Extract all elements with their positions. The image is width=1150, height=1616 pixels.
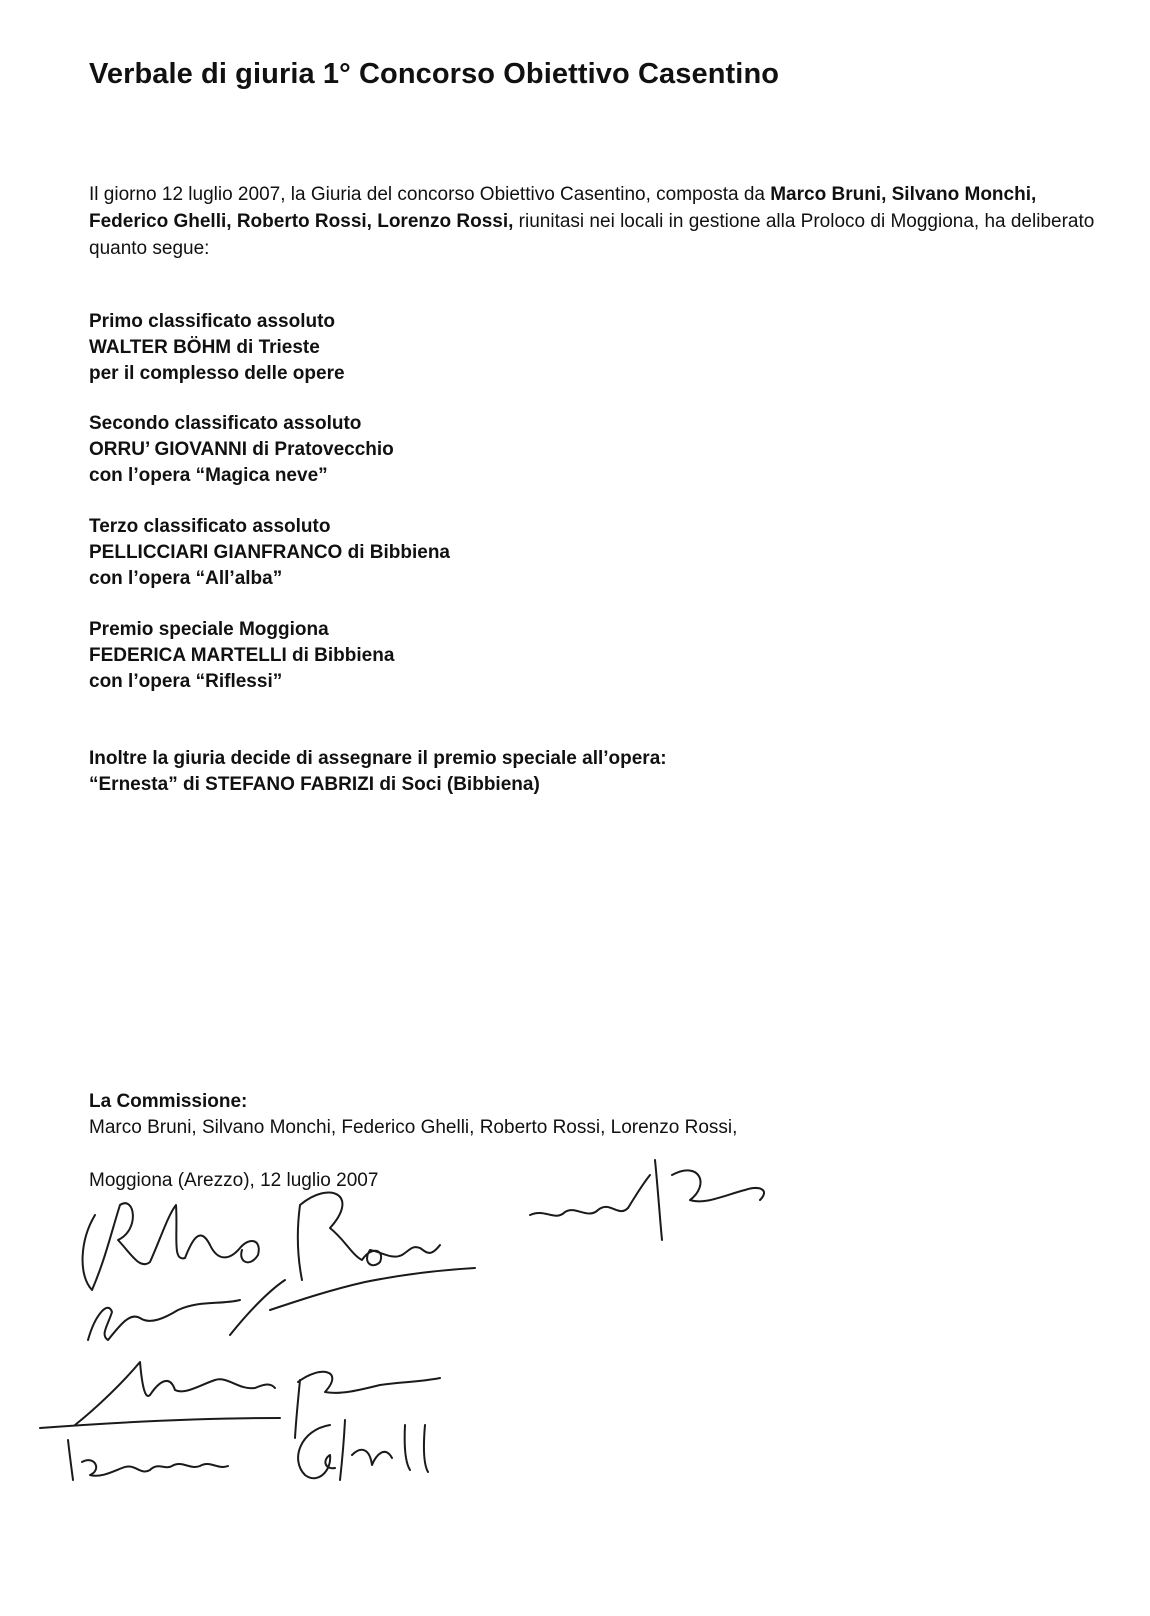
- award-work: con l’opera “Magica neve”: [89, 465, 328, 486]
- intro-text-start: Il giorno 12 luglio 2007, la Giuria del concorso Obiettivo Casentino, composta da: [89, 184, 771, 205]
- award-special-moggiona: [89, 617, 394, 695]
- award-third-place: [89, 514, 450, 592]
- award-title: Secondo classificato assoluto: [89, 413, 362, 434]
- award-title: Terzo classificato assoluto: [89, 516, 331, 537]
- jury-names: Marco Bruni, Silvano Monchi, Federico Ghelli, Roberto Rossi, Lorenzo Rossi,: [89, 184, 1037, 232]
- award-winner: PELLICCIARI GIANFRANCO di Bibbiena: [89, 542, 450, 563]
- special-mention-work: “Ernesta” di STEFANO FABRIZI di Soci (Bibbiena): [89, 774, 540, 795]
- signature-silvano-monchi: [88, 1268, 475, 1340]
- award-winner: ORRU’ GIOVANNI di Pratovecchio: [89, 439, 394, 460]
- award-second-place: [89, 411, 394, 489]
- award-first-place: [89, 309, 345, 387]
- intro-paragraph: [89, 181, 1099, 262]
- award-title: Premio speciale Moggiona: [89, 619, 329, 640]
- award-title: Primo classificato assoluto: [89, 311, 336, 332]
- signature-lorenzo-rossi: [530, 1160, 764, 1240]
- award-work: con l’opera “All’alba”: [89, 568, 283, 589]
- commission-heading: La Commissione:: [89, 1091, 248, 1112]
- award-winner: FEDERICA MARTELLI di Bibbiena: [89, 645, 395, 666]
- signature-roberto-rossi: [83, 1193, 440, 1290]
- signature-federico-ghelli: [40, 1418, 428, 1480]
- document-title: Verbale di giuria 1° Concorso Obiettivo Casentino: [89, 58, 780, 90]
- intro-text-end: riunitasi nei locali in gestione alla Proloco di Moggiona, ha deliberato quanto segue:: [89, 211, 1095, 259]
- special-mention: [89, 746, 667, 798]
- signature-marco-bruni: [75, 1362, 440, 1438]
- award-work: per il complesso delle opere: [89, 363, 345, 384]
- award-work: con l’opera “Riflessi”: [89, 671, 283, 692]
- place-date: Moggiona (Arezzo), 12 luglio 2007: [89, 1170, 379, 1191]
- commission-members: Marco Bruni, Silvano Monchi, Federico Ghelli, Roberto Rossi, Lorenzo Rossi,: [89, 1117, 738, 1138]
- special-mention-text: Inoltre la giuria decide di assegnare il premio speciale all’opera:: [89, 748, 667, 769]
- award-winner: WALTER BÖHM di Trieste: [89, 337, 320, 358]
